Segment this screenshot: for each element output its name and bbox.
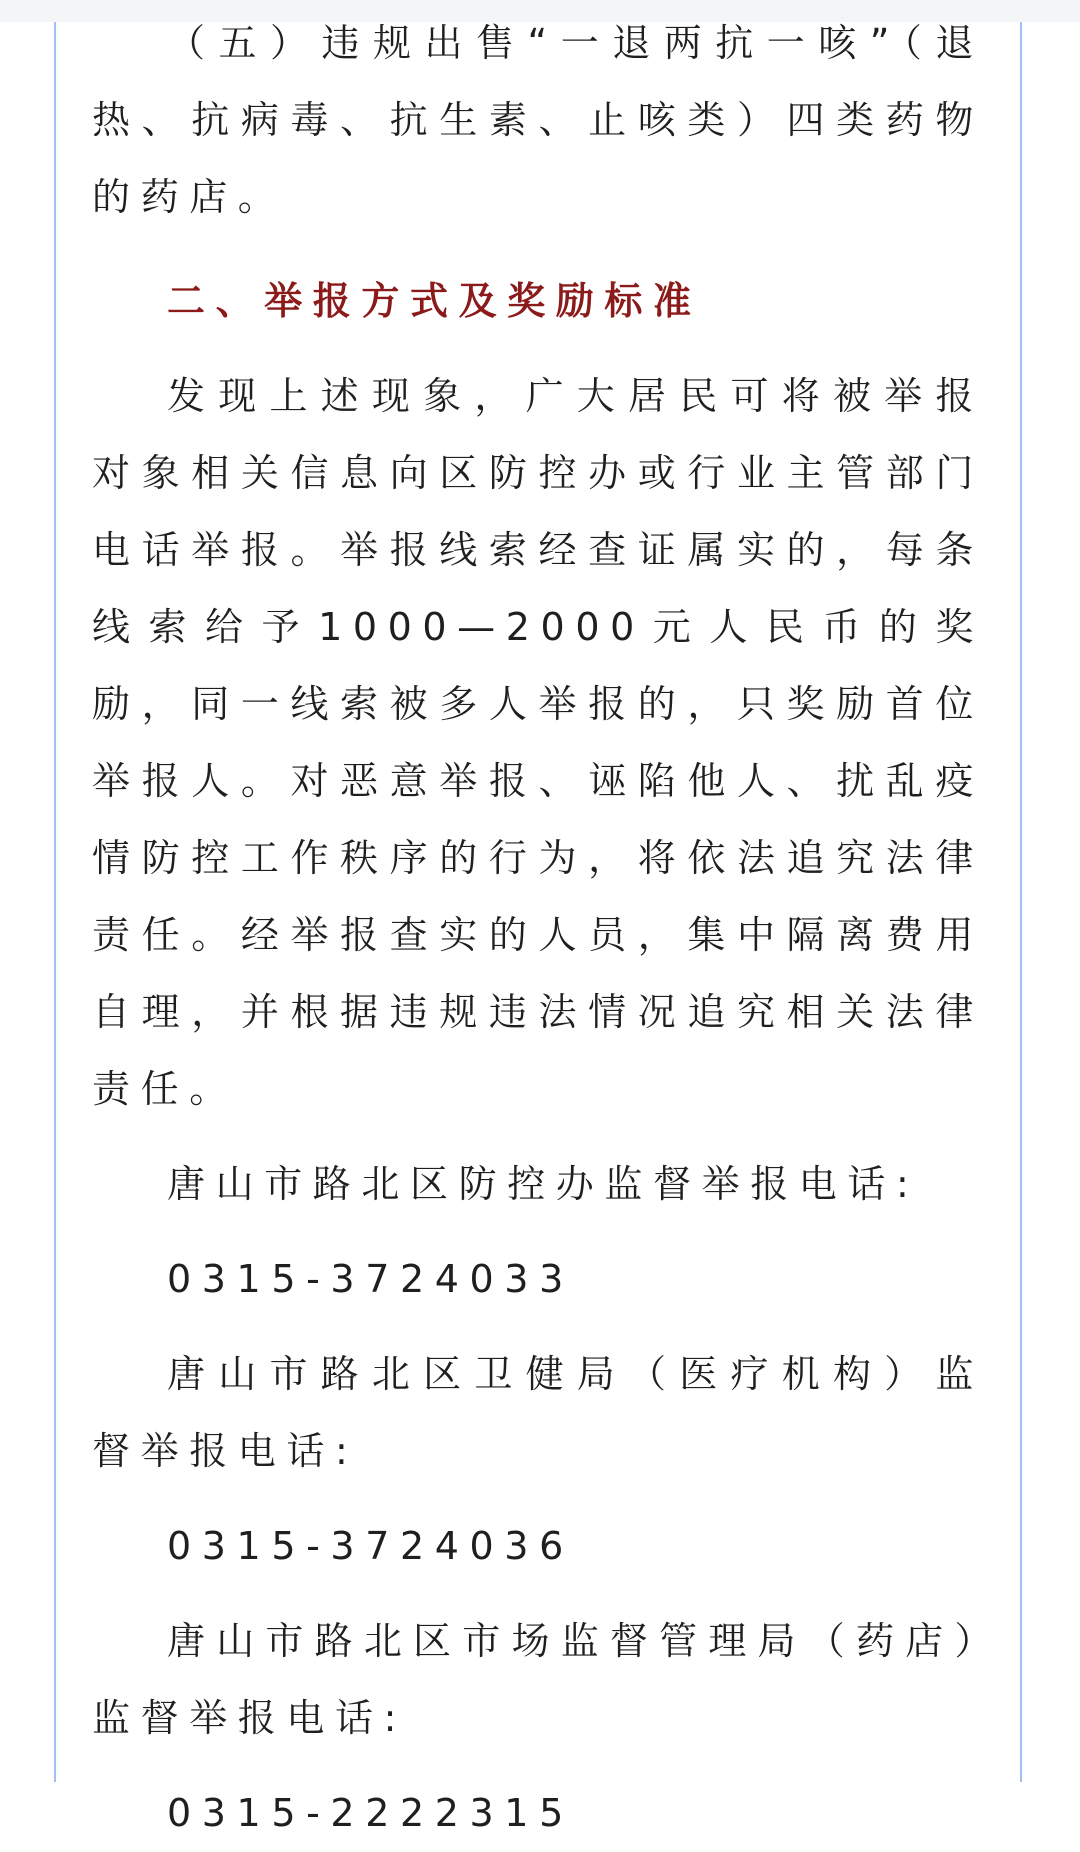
- article-body: [92, 0, 984, 1852]
- paragraph-report-method: 发现上述现象，广大居民可将被举报对象相关信息向区防控办或行业主管部门电话举报。举报线索经查证属实的，每条线索给予1000—2000元人民币的奖励，同一线索被多人举报的，只奖励首位举报人。对恶意举报、诬陷他人、扰乱疫情防控工作秩序的行为，将依法追究法律责任。经举报查实的人员，集中隔离费用自理，并根据违规违法情况追究相关法律责任。: [92, 374, 984, 1111]
- contact-phone-fangkongban[interactable]: 0315-3724033: [167, 1257, 574, 1301]
- section-heading: 二、举报方式及奖励标准: [167, 279, 702, 323]
- contact-label-fangkongban: 唐山市路北区防控办监督举报电话:: [167, 1162, 920, 1206]
- paragraph-item-five: （五）违规出售“一退两抗一咳”（退热、抗病毒、抗生素、止咳类）四类药物的药店。: [92, 21, 984, 219]
- contact-phone-weijianju[interactable]: 0315-3724036: [167, 1524, 574, 1568]
- contact-phone-shichangjianguan[interactable]: 0315-2222315: [167, 1791, 574, 1835]
- contact-label-shichangjianguan: 唐山市路北区市场监督管理局（药店）监督举报电话:: [92, 1619, 984, 1740]
- contact-label-weijianju: 唐山市路北区卫健局（医疗机构）监督举报电话:: [92, 1352, 984, 1473]
